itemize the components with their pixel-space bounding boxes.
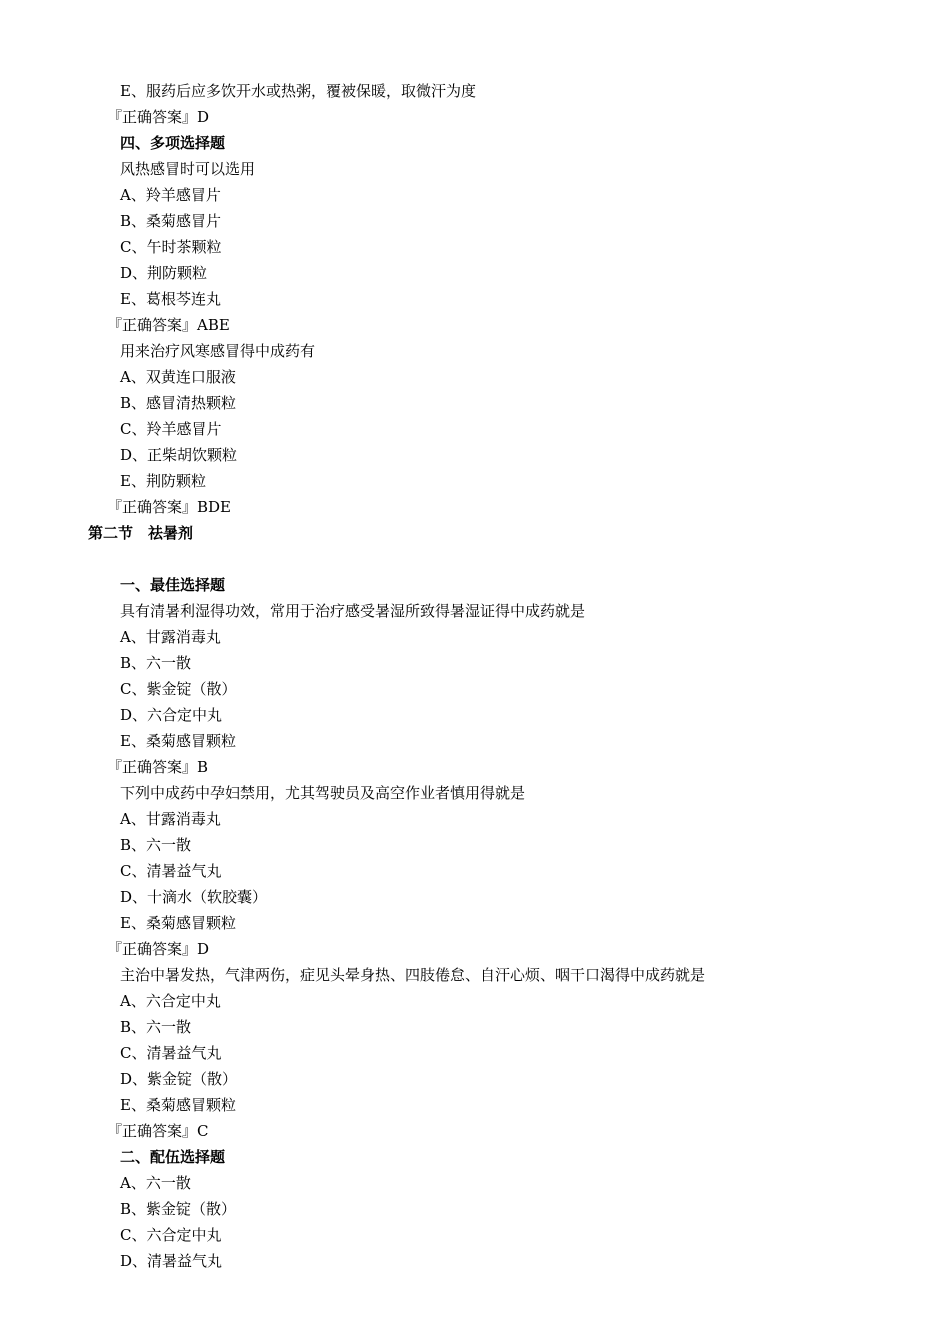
question-stem: 用来治疗风寒感冒得中成药有 — [120, 342, 316, 360]
option-line: C、清暑益气丸 — [120, 1044, 222, 1062]
option-line: A、六合定中丸 — [120, 992, 221, 1010]
option-line: D、荆防颗粒 — [120, 264, 208, 282]
question-stem: 风热感冒时可以选用 — [120, 160, 256, 178]
option-line: E、服药后应多饮开水或热粥，覆被保暖，取微汗为度 — [120, 82, 476, 100]
answer-line: 『正确答案』ABE — [107, 316, 230, 334]
option-line: E、桑菊感冒颗粒 — [120, 914, 236, 932]
section-heading: 四、多项选择题 — [120, 134, 226, 152]
section-heading: 一、最佳选择题 — [120, 576, 226, 594]
option-line: D、紫金锭（散） — [120, 1070, 238, 1088]
option-line: E、桑菊感冒颗粒 — [120, 1096, 236, 1114]
question-stem: 主治中暑发热，气津两伤，症见头晕身热、四肢倦怠、自汗心烦、咽干口渴得中成药就是 — [120, 966, 706, 984]
answer-line: 『正确答案』C — [107, 1122, 209, 1140]
option-line: E、桑菊感冒颗粒 — [120, 732, 236, 750]
option-line: B、六一散 — [120, 836, 192, 854]
chapter-heading: 第二节 祛暑剂 — [88, 524, 194, 542]
section-heading: 二、配伍选择题 — [120, 1148, 226, 1166]
option-line: B、紫金锭（散） — [120, 1200, 237, 1218]
option-line: C、六合定中丸 — [120, 1226, 222, 1244]
option-line: D、正柴胡饮颗粒 — [120, 446, 238, 464]
answer-line: 『正确答案』D — [107, 940, 210, 958]
answer-line: 『正确答案』B — [107, 758, 209, 776]
option-line: C、午时茶颗粒 — [120, 238, 222, 256]
option-line: B、感冒清热颗粒 — [120, 394, 237, 412]
option-line: B、桑菊感冒片 — [120, 212, 222, 230]
question-stem: 下列中成药中孕妇禁用，尤其驾驶员及高空作业者慎用得就是 — [120, 784, 526, 802]
option-line: B、六一散 — [120, 654, 192, 672]
option-line: E、葛根芩连丸 — [120, 290, 221, 308]
option-line: D、十滴水（软胶囊） — [120, 888, 268, 906]
option-line: A、双黄连口服液 — [120, 368, 236, 386]
answer-line: 『正确答案』D — [107, 108, 210, 126]
option-line: B、六一散 — [120, 1018, 192, 1036]
option-line: D、六合定中丸 — [120, 706, 223, 724]
option-line: A、羚羊感冒片 — [120, 186, 221, 204]
option-line: D、清暑益气丸 — [120, 1252, 223, 1270]
option-line: C、羚羊感冒片 — [120, 420, 222, 438]
option-line: A、甘露消毒丸 — [120, 810, 221, 828]
option-line: A、甘露消毒丸 — [120, 628, 221, 646]
option-line: E、荆防颗粒 — [120, 472, 206, 490]
option-line: A、六一散 — [120, 1174, 191, 1192]
question-stem: 具有清暑利湿得功效，常用于治疗感受暑湿所致得暑湿证得中成药就是 — [120, 602, 586, 620]
option-line: C、紫金锭（散） — [120, 680, 237, 698]
option-line: C、清暑益气丸 — [120, 862, 222, 880]
answer-line: 『正确答案』BDE — [107, 498, 231, 516]
